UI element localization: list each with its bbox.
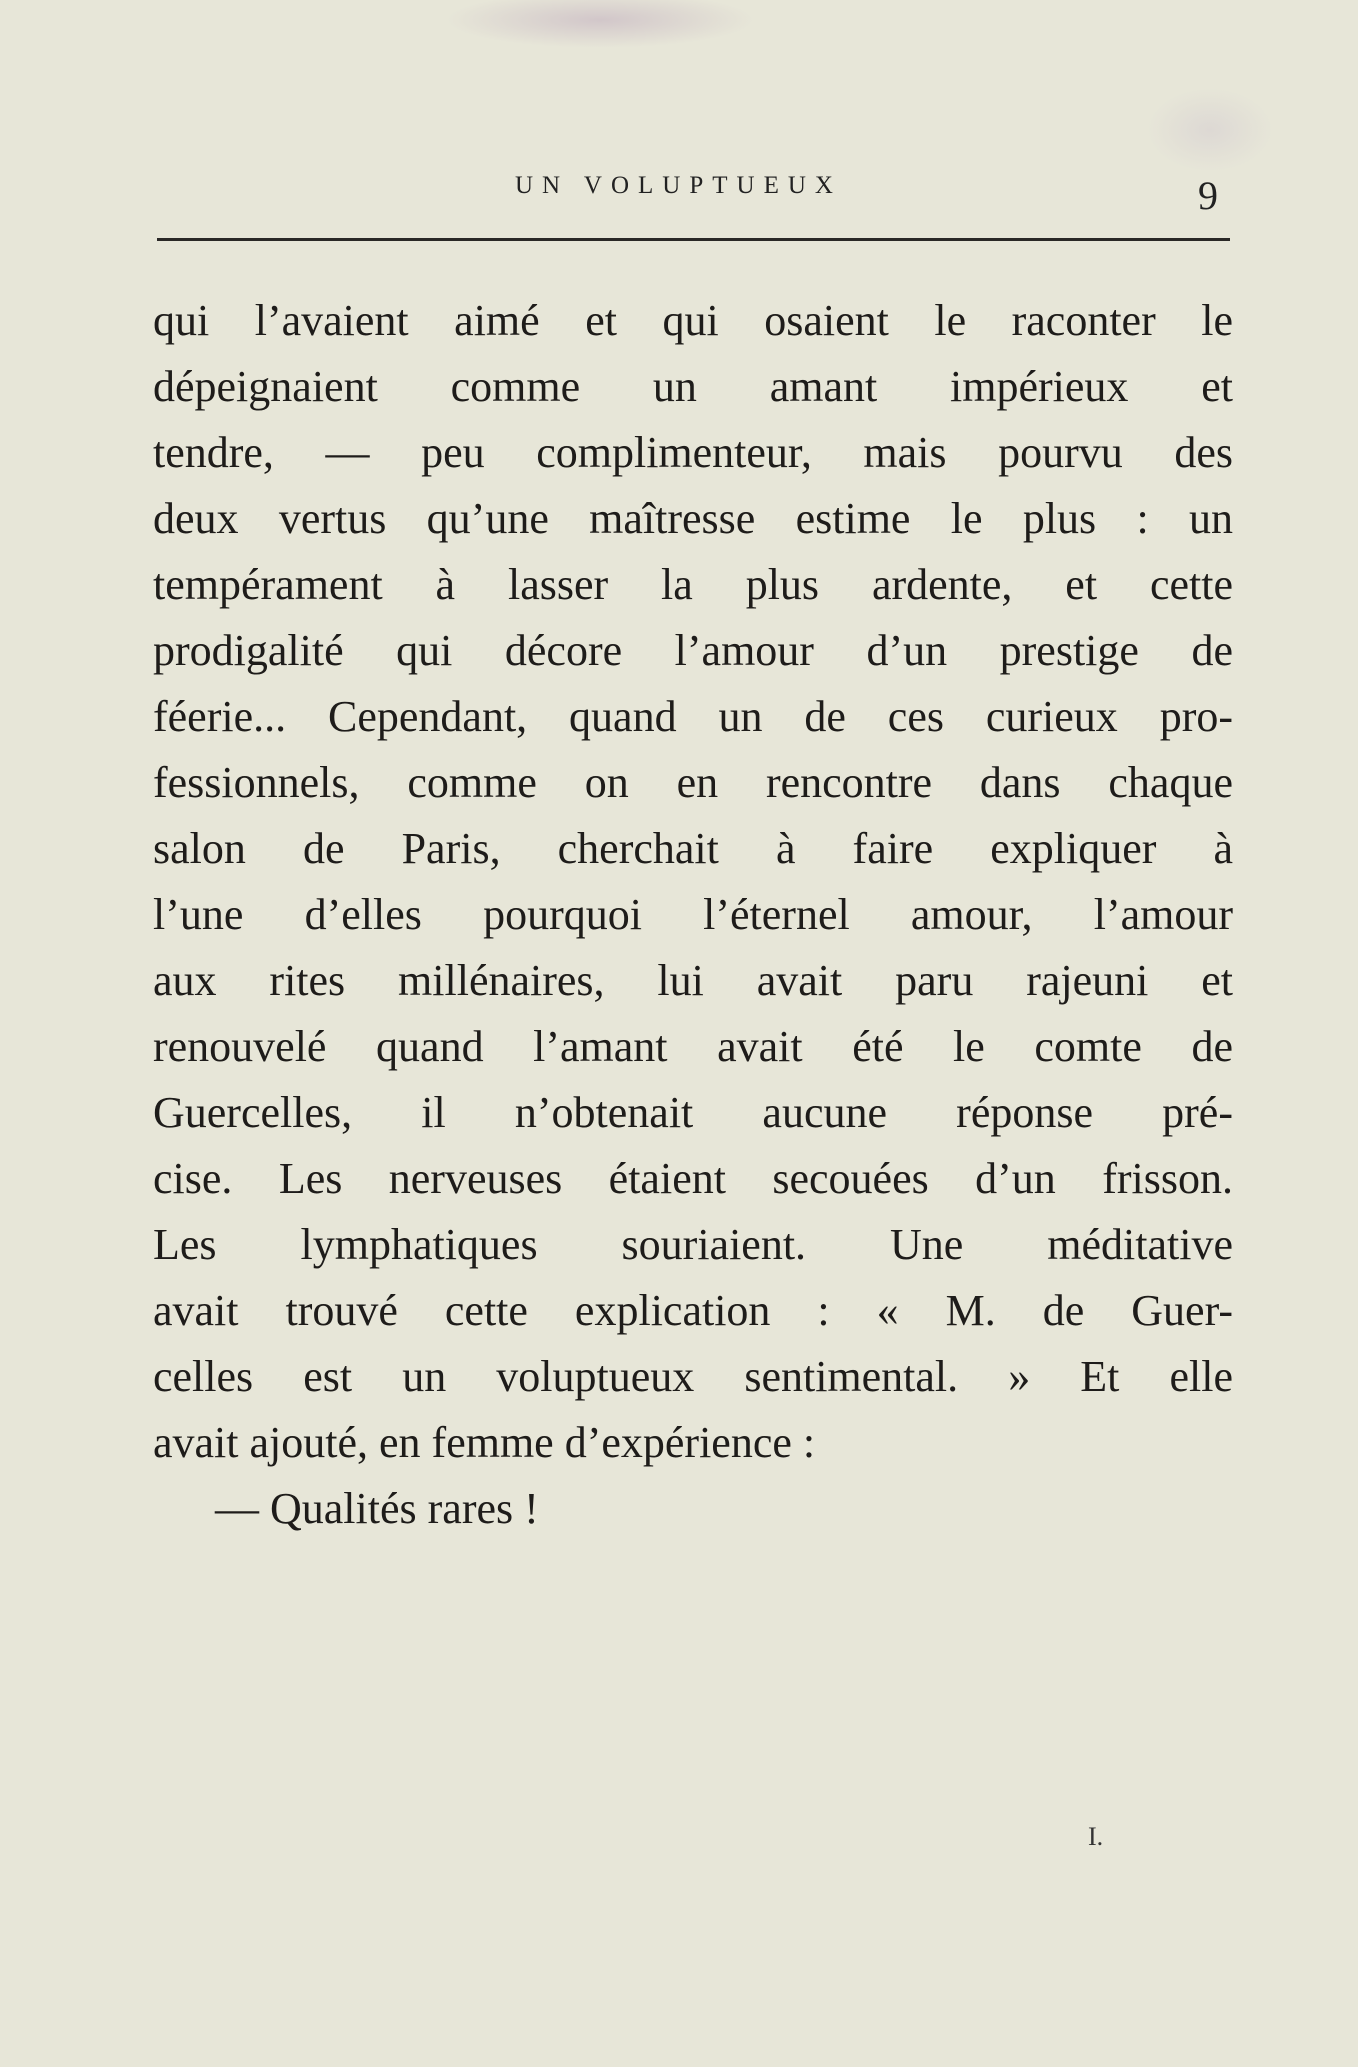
- page-number: 9: [1198, 173, 1218, 218]
- text-line: tendre, — peu complimenteur, mais pourvu des: [153, 428, 1233, 477]
- text-line: avait ajouté, en femme d’expérience :: [153, 1418, 816, 1467]
- text-line: Les lymphatiques souriaient. Une méditative: [153, 1220, 1233, 1269]
- text-line: l’une d’elles pourquoi l’éternel amour, l’amour: [153, 890, 1233, 939]
- text-line: salon de Paris, cherchait à faire expliquer à: [153, 824, 1233, 873]
- text-line: renouvelé quand l’amant avait été le comte de: [153, 1022, 1233, 1071]
- text-line: dépeignaient comme un amant impérieux et: [153, 362, 1233, 411]
- text-line: tempérament à lasser la plus ardente, et cette: [153, 560, 1233, 609]
- text-line: cise. Les nerveuses étaient secouées d’un frisson.: [153, 1154, 1233, 1203]
- text-line: aux rites millénaires, lui avait paru rajeuni et: [153, 956, 1233, 1005]
- text-line: fessionnels, comme on en rencontre dans chaque: [153, 758, 1233, 807]
- dialogue-line: — Qualités rares !: [215, 1484, 539, 1533]
- body-text: [153, 288, 1233, 1542]
- running-title: UN VOLUPTUEUX: [515, 172, 842, 199]
- header-rule: [157, 238, 1230, 241]
- text-line: celles est un voluptueux sentimental. » Et elle: [153, 1352, 1233, 1401]
- text-line: qui l’avaient aimé et qui osaient le raconter le: [153, 296, 1233, 345]
- text-line: Guercelles, il n’obtenait aucune réponse pré-: [153, 1088, 1233, 1137]
- text-line: féerie... Cependant, quand un de ces curieux pro-: [153, 692, 1233, 741]
- text-line: avait trouvé cette explication : « M. de Guer-: [153, 1286, 1233, 1335]
- text-line: prodigalité qui décore l’amour d’un prestige de: [153, 626, 1233, 675]
- signature-mark: I.: [1088, 1822, 1104, 1851]
- text-line: deux vertus qu’une maîtresse estime le plus : un: [153, 494, 1233, 543]
